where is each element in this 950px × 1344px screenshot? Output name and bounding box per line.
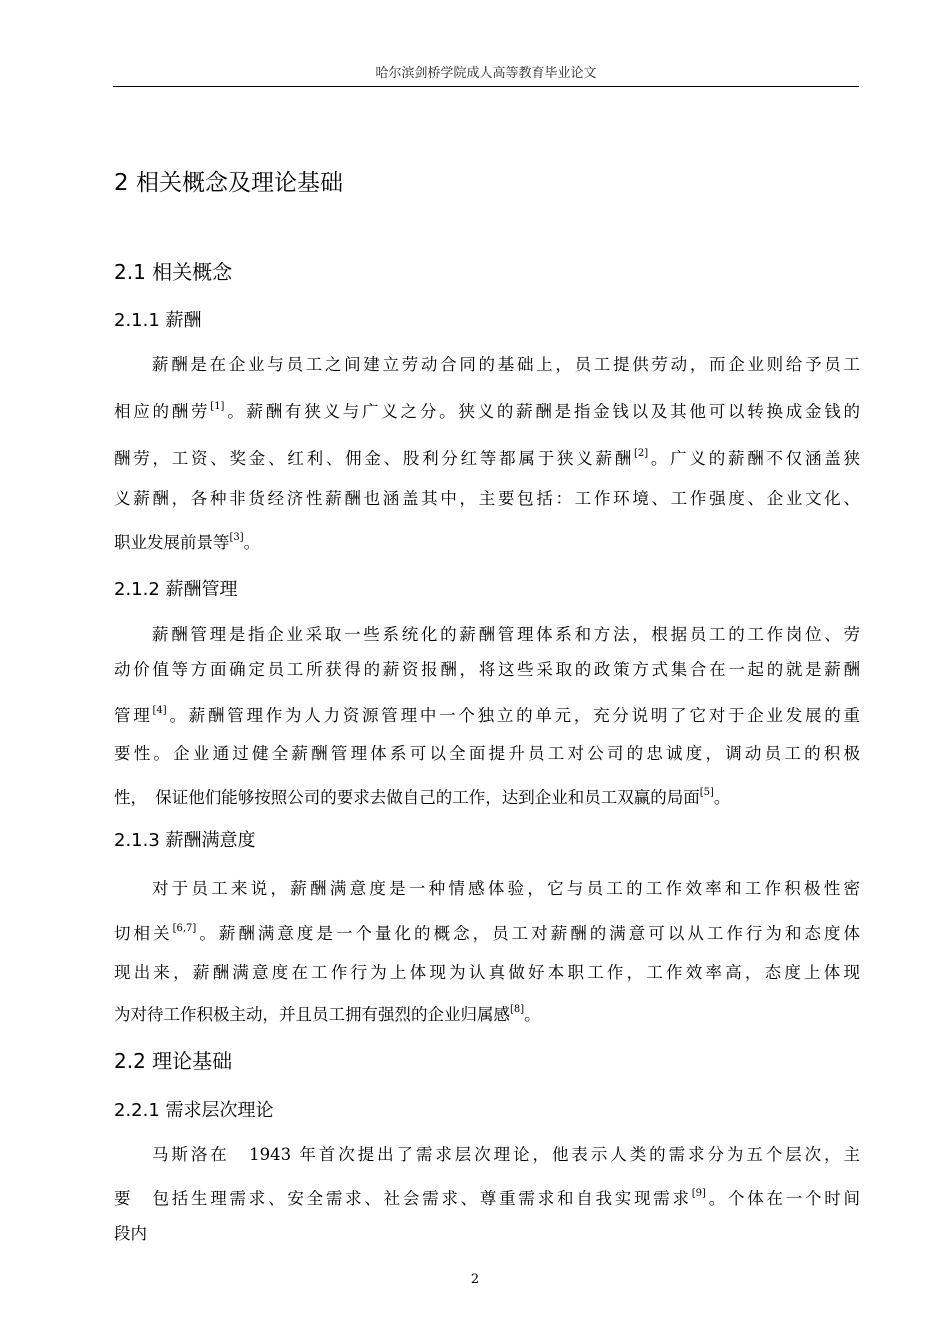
section-2-2-title: 2.2 理论基础	[114, 1049, 233, 1073]
section-2-1-2-title: 2.1.2 薪酬管理	[114, 579, 238, 600]
citation: [3]	[229, 531, 244, 543]
section-2-1-3-title: 2.1.3 薪酬满意度	[114, 830, 256, 851]
text-line: 性， 保证他们能够按照公司的要求去做自己的工作，达到企业和员工双赢的局面[5]。	[114, 786, 731, 807]
text-line: 薪酬是在企业与员工之间建立劳动合同的基础上，员工提供劳动，而企业则给予员工	[152, 355, 860, 374]
text-line: 切相关[6,7]。薪酬满意度是一个量化的概念，员工对薪酬的满意可以从工作行为和态度体	[114, 922, 861, 943]
text-line: 现出来，薪酬满意度在工作行为上体现为认真做好本职工作，工作效率高，态度上体现	[114, 963, 860, 982]
text-line: 酬劳，工资、奖金、红利、佣金、股利分红等都属于狭义薪酬[2]。广义的薪酬不仅涵盖狭	[114, 447, 861, 468]
text-line: 要 包括生理需求、安全需求、社会需求、尊重需求和自我实现需求[9]。个体在一个时间	[114, 1187, 861, 1208]
citation: [8]	[510, 1003, 525, 1015]
page-header: 哈尔滨剑桥学院成人高等教育毕业论文	[375, 66, 597, 81]
text-line: 段内	[114, 1224, 147, 1243]
text-line: 要性。企业通过健全薪酬管理体系可以全面提升员工对公司的忠诚度，调动员工的积极	[114, 744, 860, 763]
section-2-2-1-title: 2.2.1 需求层次理论	[114, 1100, 274, 1121]
citation: [4]	[152, 704, 167, 716]
page-number: 2	[470, 1272, 480, 1287]
header-rule	[113, 86, 859, 87]
text-line: 马斯洛在 1943 年首次提出了需求层次理论，他表示人类的需求分为五个层次，主	[152, 1145, 860, 1164]
chapter-title: 2 相关概念及理论基础	[114, 170, 343, 196]
text-line: 管理[4]。薪酬管理作为人力资源管理中一个独立的单元，充分说明了它对于企业发展的重	[114, 704, 861, 725]
text-line: 义薪酬，各种非货经济性薪酬也涵盖其中，主要包括：工作环境、工作强度、企业文化、	[114, 489, 860, 508]
citation: [1]	[210, 400, 225, 412]
text-line: 职业发展前景等[3]。	[114, 531, 261, 552]
section-2-1-title: 2.1 相关概念	[114, 260, 233, 284]
section-2-1-1-title: 2.1.1 薪酬	[114, 310, 202, 331]
citation: [9]	[691, 1187, 706, 1199]
citation: [5]	[699, 786, 714, 798]
text-line: 对于员工来说，薪酬满意度是一种情感体验，它与员工的工作效率和工作积极性密	[152, 879, 860, 898]
citation: [6,7]	[172, 922, 197, 934]
text-line: 相应的酬劳[1]。薪酬有狭义与广义之分。狭义的薪酬是指金钱以及其他可以转换成金钱的	[114, 400, 861, 421]
text-line: 为对待工作积极主动，并且员工拥有强烈的企业归属感[8]。	[114, 1003, 541, 1024]
text-line: 动价值等方面确定员工所获得的薪资报酬，将这些采取的政策方式集合在一起的就是薪酬	[114, 660, 860, 679]
text-line: 薪酬管理是指企业采取一些系统化的薪酬管理体系和方法，根据员工的工作岗位、劳	[152, 625, 860, 644]
citation: [2]	[633, 447, 649, 459]
